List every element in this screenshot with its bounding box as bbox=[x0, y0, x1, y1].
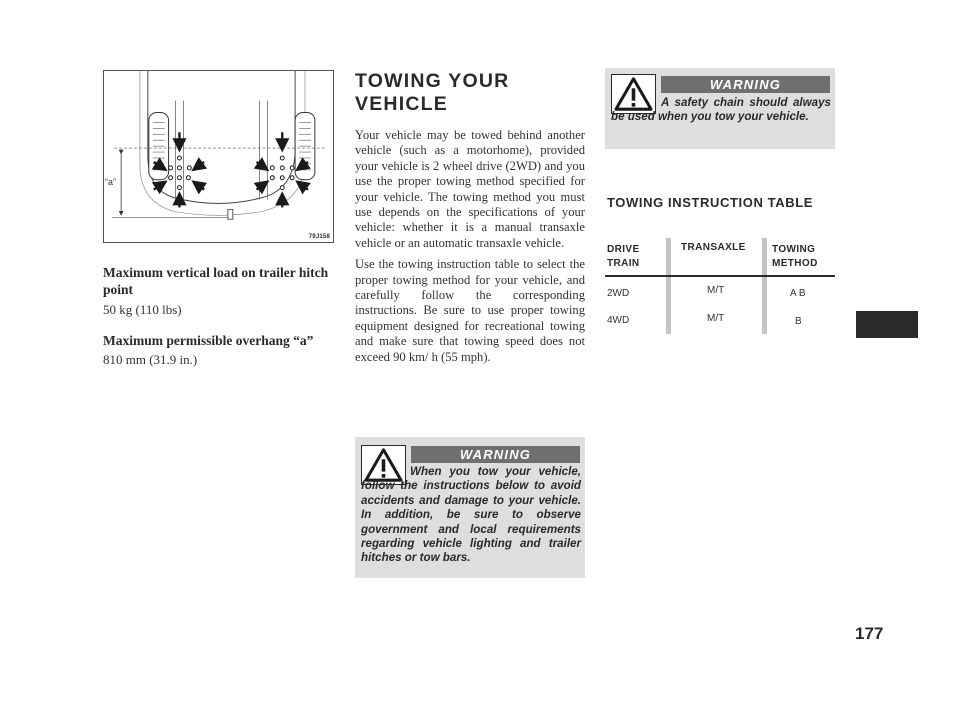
row-2wd-drive: 2WD bbox=[607, 288, 630, 299]
row-4wd-transaxle: M/T bbox=[707, 313, 725, 324]
row-2wd-method: A B bbox=[790, 288, 806, 299]
section-title-line1: TOWING YOUR bbox=[355, 70, 510, 92]
chapter-tab-marker bbox=[856, 311, 918, 338]
warning-heading: WARNING bbox=[411, 446, 580, 463]
table-title: TOWING INSTRUCTION TABLE bbox=[607, 195, 814, 210]
header-rule bbox=[605, 275, 835, 277]
intro-paragraph: Your vehicle may be towed behind another vehicle (such as a motorhome), provided your vehicle is 2 wheel drive (2WD) and you use the proper towing method specified for your vehicle. The towing method you must use depends on the specifications of your vehicle: whether it is a manual transaxle vehicle or an automatic transaxle vehicle. bbox=[355, 128, 585, 250]
warning-text: When you tow your vehicle, follow the instructions below to avoid accidents and damage to your vehicle. In addition, be sure to observe government and local requirements regarding vehicle lighting and trailer hitches or tow bars. bbox=[361, 465, 581, 565]
warning-box-safety-chain bbox=[605, 68, 835, 149]
header-drive-train: DRIVE TRAIN bbox=[607, 244, 640, 269]
section-title bbox=[355, 70, 595, 116]
vertical-load-label: Maximum vertical load on trailer hitch point bbox=[103, 265, 329, 297]
overhang-dimension-label: “a” bbox=[105, 177, 116, 187]
column-divider bbox=[762, 238, 767, 334]
figure-code: 79J158 bbox=[308, 234, 330, 240]
page-number: 177 bbox=[855, 624, 884, 643]
overhang-value: 810 mm (31.9 in.) bbox=[103, 352, 198, 367]
overhang-label: Maximum permissible overhang “a” bbox=[103, 333, 314, 348]
warning-box-tow-instructions bbox=[355, 437, 585, 578]
section-body bbox=[355, 128, 585, 365]
row-4wd-method: B bbox=[795, 316, 802, 327]
warning-heading: WARNING bbox=[661, 76, 830, 93]
warning-text: A safety chain should always be used when you tow your vehicle. bbox=[611, 96, 831, 124]
column-divider bbox=[666, 238, 671, 334]
header-towing-method: TOWING METHOD bbox=[772, 244, 818, 269]
row-2wd-transaxle: M/T bbox=[707, 285, 725, 296]
section-title-line2: VEHICLE bbox=[355, 93, 448, 115]
vertical-load-value: 50 kg (110 lbs) bbox=[103, 302, 182, 317]
row-4wd-drive: 4WD bbox=[607, 315, 630, 326]
header-transaxle: TRANSAXLE bbox=[681, 242, 746, 253]
instruction-paragraph: Use the towing instruction table to select the proper towing method for your vehicle, and carefully follow the corresponding instructions. Be sure to use proper towing equipment designed for recreational towing and make sure that towing speed does not exceed 90 km/ h (55 mph). bbox=[355, 257, 585, 364]
towing-instruction-table bbox=[605, 238, 835, 334]
hitch-diagram-drawing bbox=[104, 71, 333, 242]
trailer-hitch-diagram bbox=[103, 70, 334, 243]
